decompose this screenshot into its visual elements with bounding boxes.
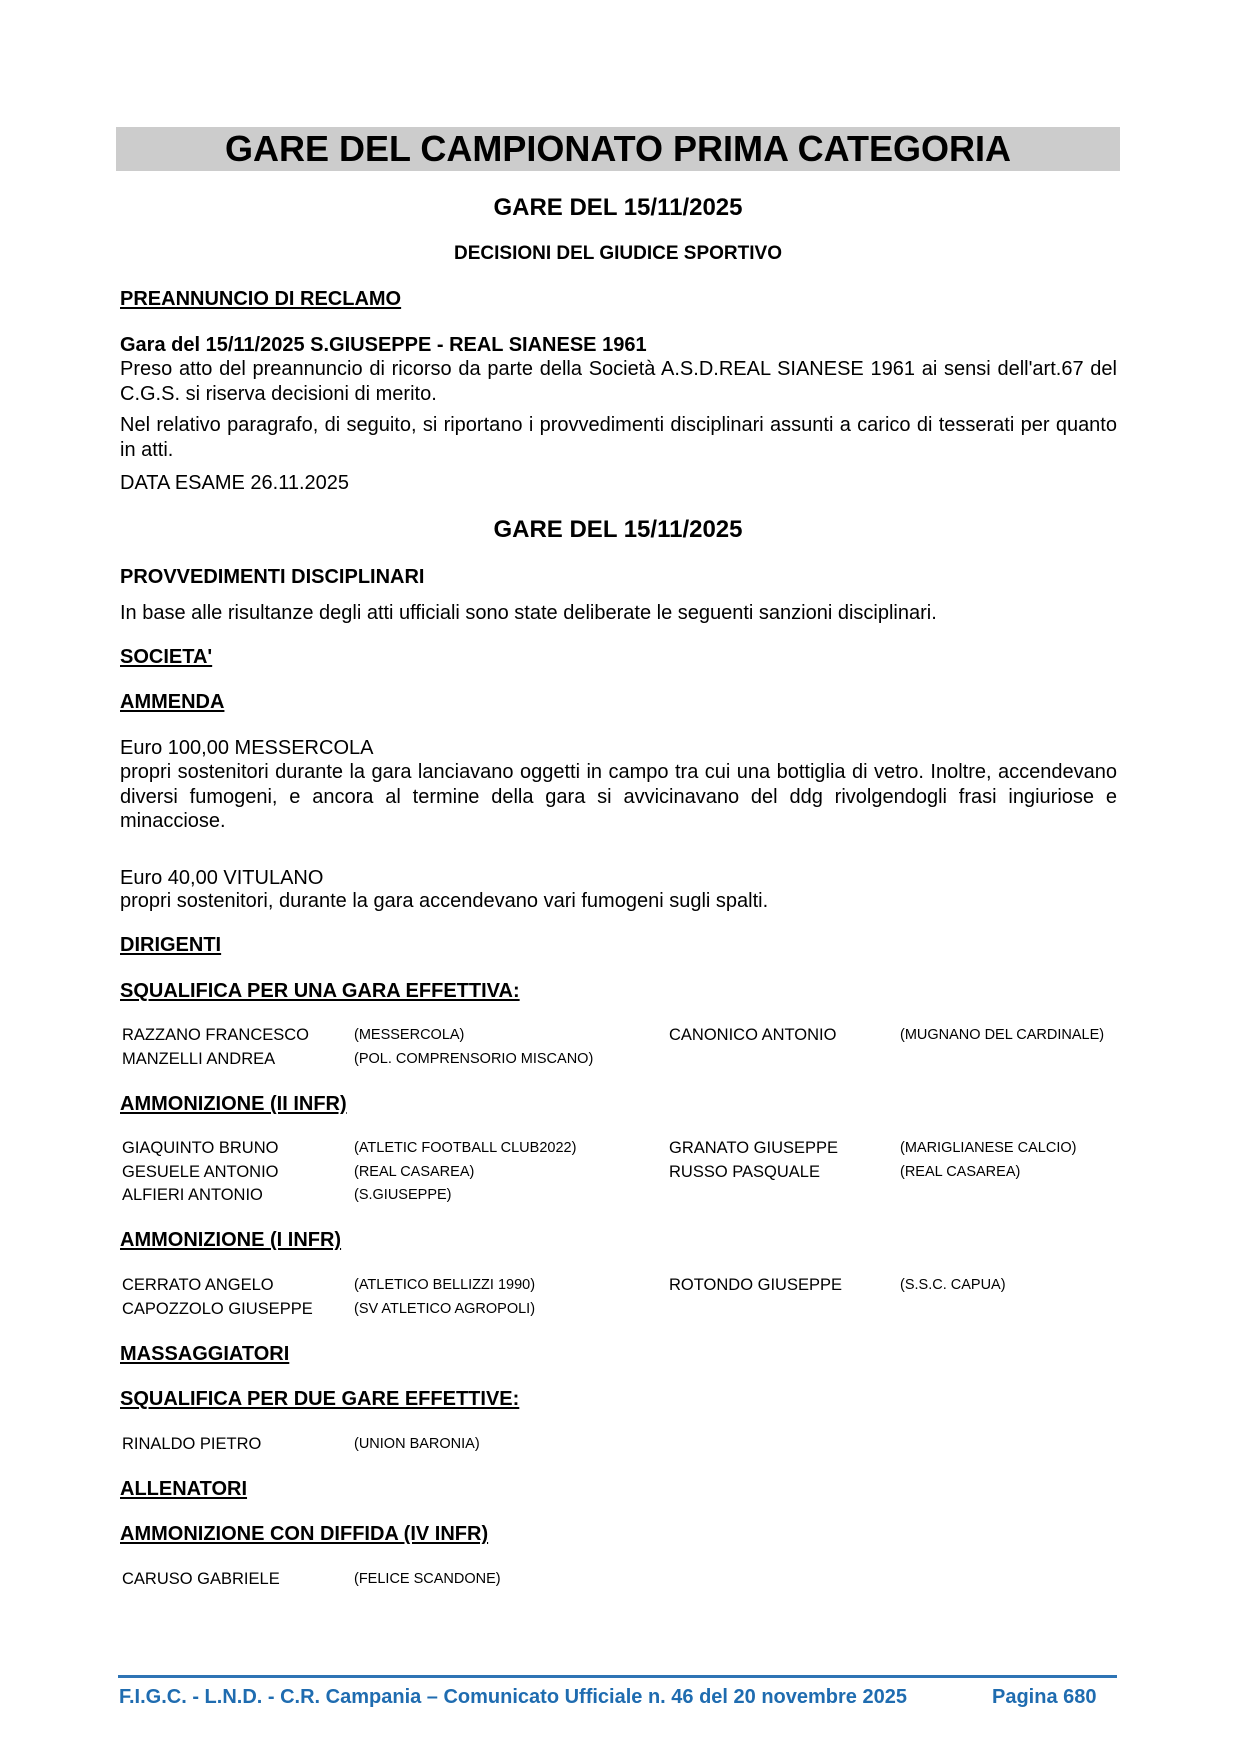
match-line (120, 333, 1117, 358)
team-name: (FELICE SCANDONE) (354, 1571, 501, 1587)
person-name: RAZZANO FRANCESCO (122, 1026, 310, 1044)
team-name: (UNION BARONIA) (354, 1436, 480, 1452)
ammenda-heading: AMMENDA (120, 691, 225, 713)
person-name: GRANATO GIUSEPPE (669, 1139, 839, 1157)
person-name: CARUSO GABRIELE (122, 1570, 280, 1588)
person-name: CERRATO ANGELO (122, 1276, 274, 1294)
team-name: (S.GIUSEPPE) (354, 1187, 452, 1204)
allenatori-heading: ALLENATORI (120, 1478, 248, 1500)
provvedimenti-heading: PROVVEDIMENTI DISCIPLINARI (120, 566, 425, 588)
person-name: GESUELE ANTONIO (122, 1162, 279, 1181)
fine-reason: propri sostenitori, durante la gara accendevano vari fumogeni sugli spalti. (120, 890, 769, 912)
team-name: (MESSERCOLA) (354, 1027, 465, 1043)
exam-date: DATA ESAME 26.11.2025 (120, 472, 350, 494)
reclamo-paragraph: Preso atto del preannuncio di ricorso da parte della Società A.S.D.REAL SIANESE 1961 ai sensi dell'art.67 del C.G.S. si riserva decisioni di merito. (120, 358, 1117, 405)
ammonizione-diffida-heading: AMMONIZIONE CON DIFFIDA (IV INFR) (120, 1523, 489, 1545)
person-name: CAPOZZOLO GIUSEPPE (122, 1299, 313, 1318)
provvedimenti-intro: In base alle risultanze degli atti ufficiali sono state deliberate le seguenti sanzioni disciplinari. (120, 602, 937, 624)
team-name: (SV ATLETICO AGROPOLI) (354, 1300, 536, 1317)
fine-amount: Euro 100,00 MESSERCOLA (120, 737, 374, 759)
person-name: GIAQUINTO BRUNO (122, 1139, 279, 1157)
person-name: CANONICO ANTONIO (669, 1026, 837, 1044)
team-name: (REAL CASAREA) (900, 1163, 1021, 1180)
squalifica-una-heading: SQUALIFICA PER UNA GARA EFFETTIVA: (120, 980, 520, 1002)
team-name: (S.S.C. CAPUA) (900, 1277, 1006, 1293)
page-title: GARE DEL CAMPIONATO PRIMA CATEGORIA (116, 127, 1120, 171)
footer-text: F.I.G.C. - L.N.D. - C.R. Campania – Comunicato Ufficiale n. 46 del 20 novembre 2025 (119, 1686, 907, 1708)
team-name: (REAL CASAREA) (354, 1163, 475, 1180)
societa-heading: SOCIETA' (120, 646, 213, 668)
team-name: (POL. COMPRENSORIO MISCANO) (354, 1050, 594, 1067)
person-name: ALFIERI ANTONIO (122, 1186, 263, 1205)
match-title: Gara del 15/11/2025 S.GIUSEPPE - REAL SIANESE 1961 (120, 334, 647, 356)
ammonizione-i-heading: AMMONIZIONE (I INFR) (120, 1229, 342, 1251)
squalifica-due-heading: SQUALIFICA PER DUE GARE EFFETTIVE: (120, 1388, 520, 1410)
team-name: (MARIGLIANESE CALCIO) (900, 1140, 1077, 1156)
ammonizione-ii-heading: AMMONIZIONE (II INFR) (120, 1093, 347, 1115)
team-name: (ATLETICO BELLIZZI 1990) (354, 1277, 536, 1293)
section-heading: GARE DEL 15/11/2025 (493, 194, 743, 221)
fine-reason: propri sostenitori durante la gara lanciavano oggetti in campo tra cui una bottiglia di vetro. Inoltre, accendevano diversi fumogeni, e ancora al termine della gara si avvicinavano del ddg rivolgendogli frasi ingiuriose e minacciose. (120, 761, 1117, 832)
preannuncio-heading: PREANNUNCIO DI RECLAMO (120, 288, 402, 310)
massaggiatori-heading: MASSAGGIATORI (120, 1343, 290, 1365)
team-name: (ATLETIC FOOTBALL CLUB2022) (354, 1140, 577, 1156)
dirigenti-heading: DIRIGENTI (120, 934, 222, 956)
person-name: MANZELLI ANDREA (122, 1049, 276, 1068)
section-heading-2: GARE DEL 15/11/2025 (493, 516, 743, 543)
team-name: (MUGNANO DEL CARDINALE) (900, 1027, 1105, 1043)
person-name: RINALDO PIETRO (122, 1435, 262, 1453)
person-name: ROTONDO GIUSEPPE (669, 1276, 842, 1294)
page-number: Pagina 680 (992, 1686, 1097, 1708)
reclamo-paragraph-2: Nel relativo paragrafo, di seguito, si riportano i provvedimenti disciplinari assunti a carico di tesserati per quanto in atti. (120, 414, 1117, 461)
person-name: RUSSO PASQUALE (669, 1162, 820, 1181)
footer-divider (118, 1675, 1117, 1678)
fine-amount: Euro 40,00 VITULANO (120, 867, 324, 889)
section-subheading: DECISIONI DEL GIUDICE SPORTIVO (454, 243, 782, 264)
